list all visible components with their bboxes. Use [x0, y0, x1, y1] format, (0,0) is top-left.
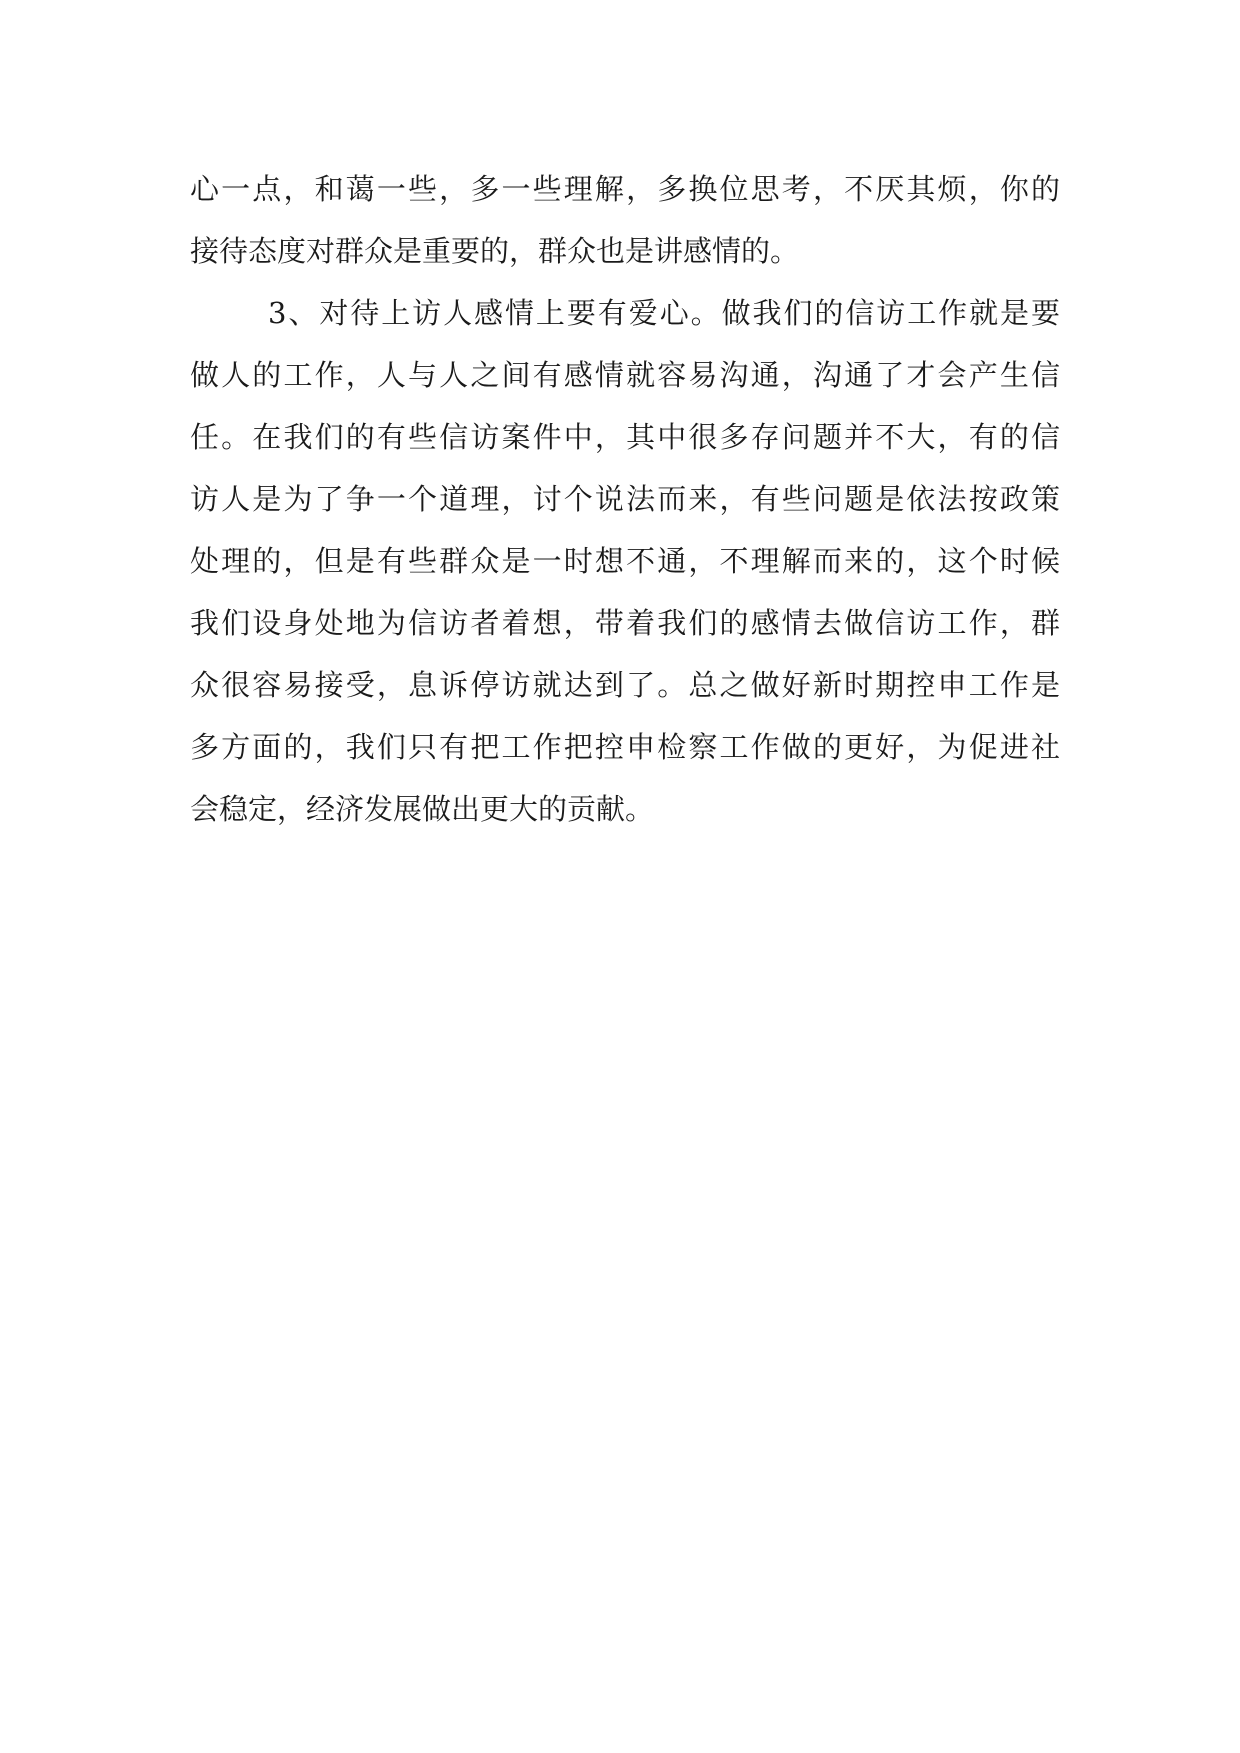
text-line: 会稳定，经济发展做出更大的贡献。 [190, 792, 655, 826]
text-line: 心一点，和蔼一些，多一些理解，多换位思考，不厌其烦，你的 [190, 172, 1060, 206]
body-text [190, 158, 1060, 840]
text-line: 处理的，但是有些群众是一时想不通，不理解而来的，这个时候 [190, 544, 1060, 578]
text-line: 访人是为了争一个道理，讨个说法而来，有些问题是依法按政策 [190, 482, 1060, 516]
text-line: 接待态度对群众是重要的，群众也是讲感情的。 [190, 234, 800, 268]
text-line: 众很容易接受，息诉停访就达到了。总之做好新时期控申工作是 [190, 668, 1060, 702]
text-line: 3、对待上访人感情上要有爱心。做我们的信访工作就是要 [268, 296, 1060, 330]
text-line: 做人的工作，人与人之间有感情就容易沟通，沟通了才会产生信 [190, 358, 1060, 392]
text-line: 多方面的，我们只有把工作把控申检察工作做的更好，为促进社 [190, 730, 1060, 764]
text-line: 我们设身处地为信访者着想，带着我们的感情去做信访工作，群 [190, 606, 1060, 640]
text-line: 任。在我们的有些信访案件中，其中很多存问题并不大，有的信 [190, 420, 1060, 454]
